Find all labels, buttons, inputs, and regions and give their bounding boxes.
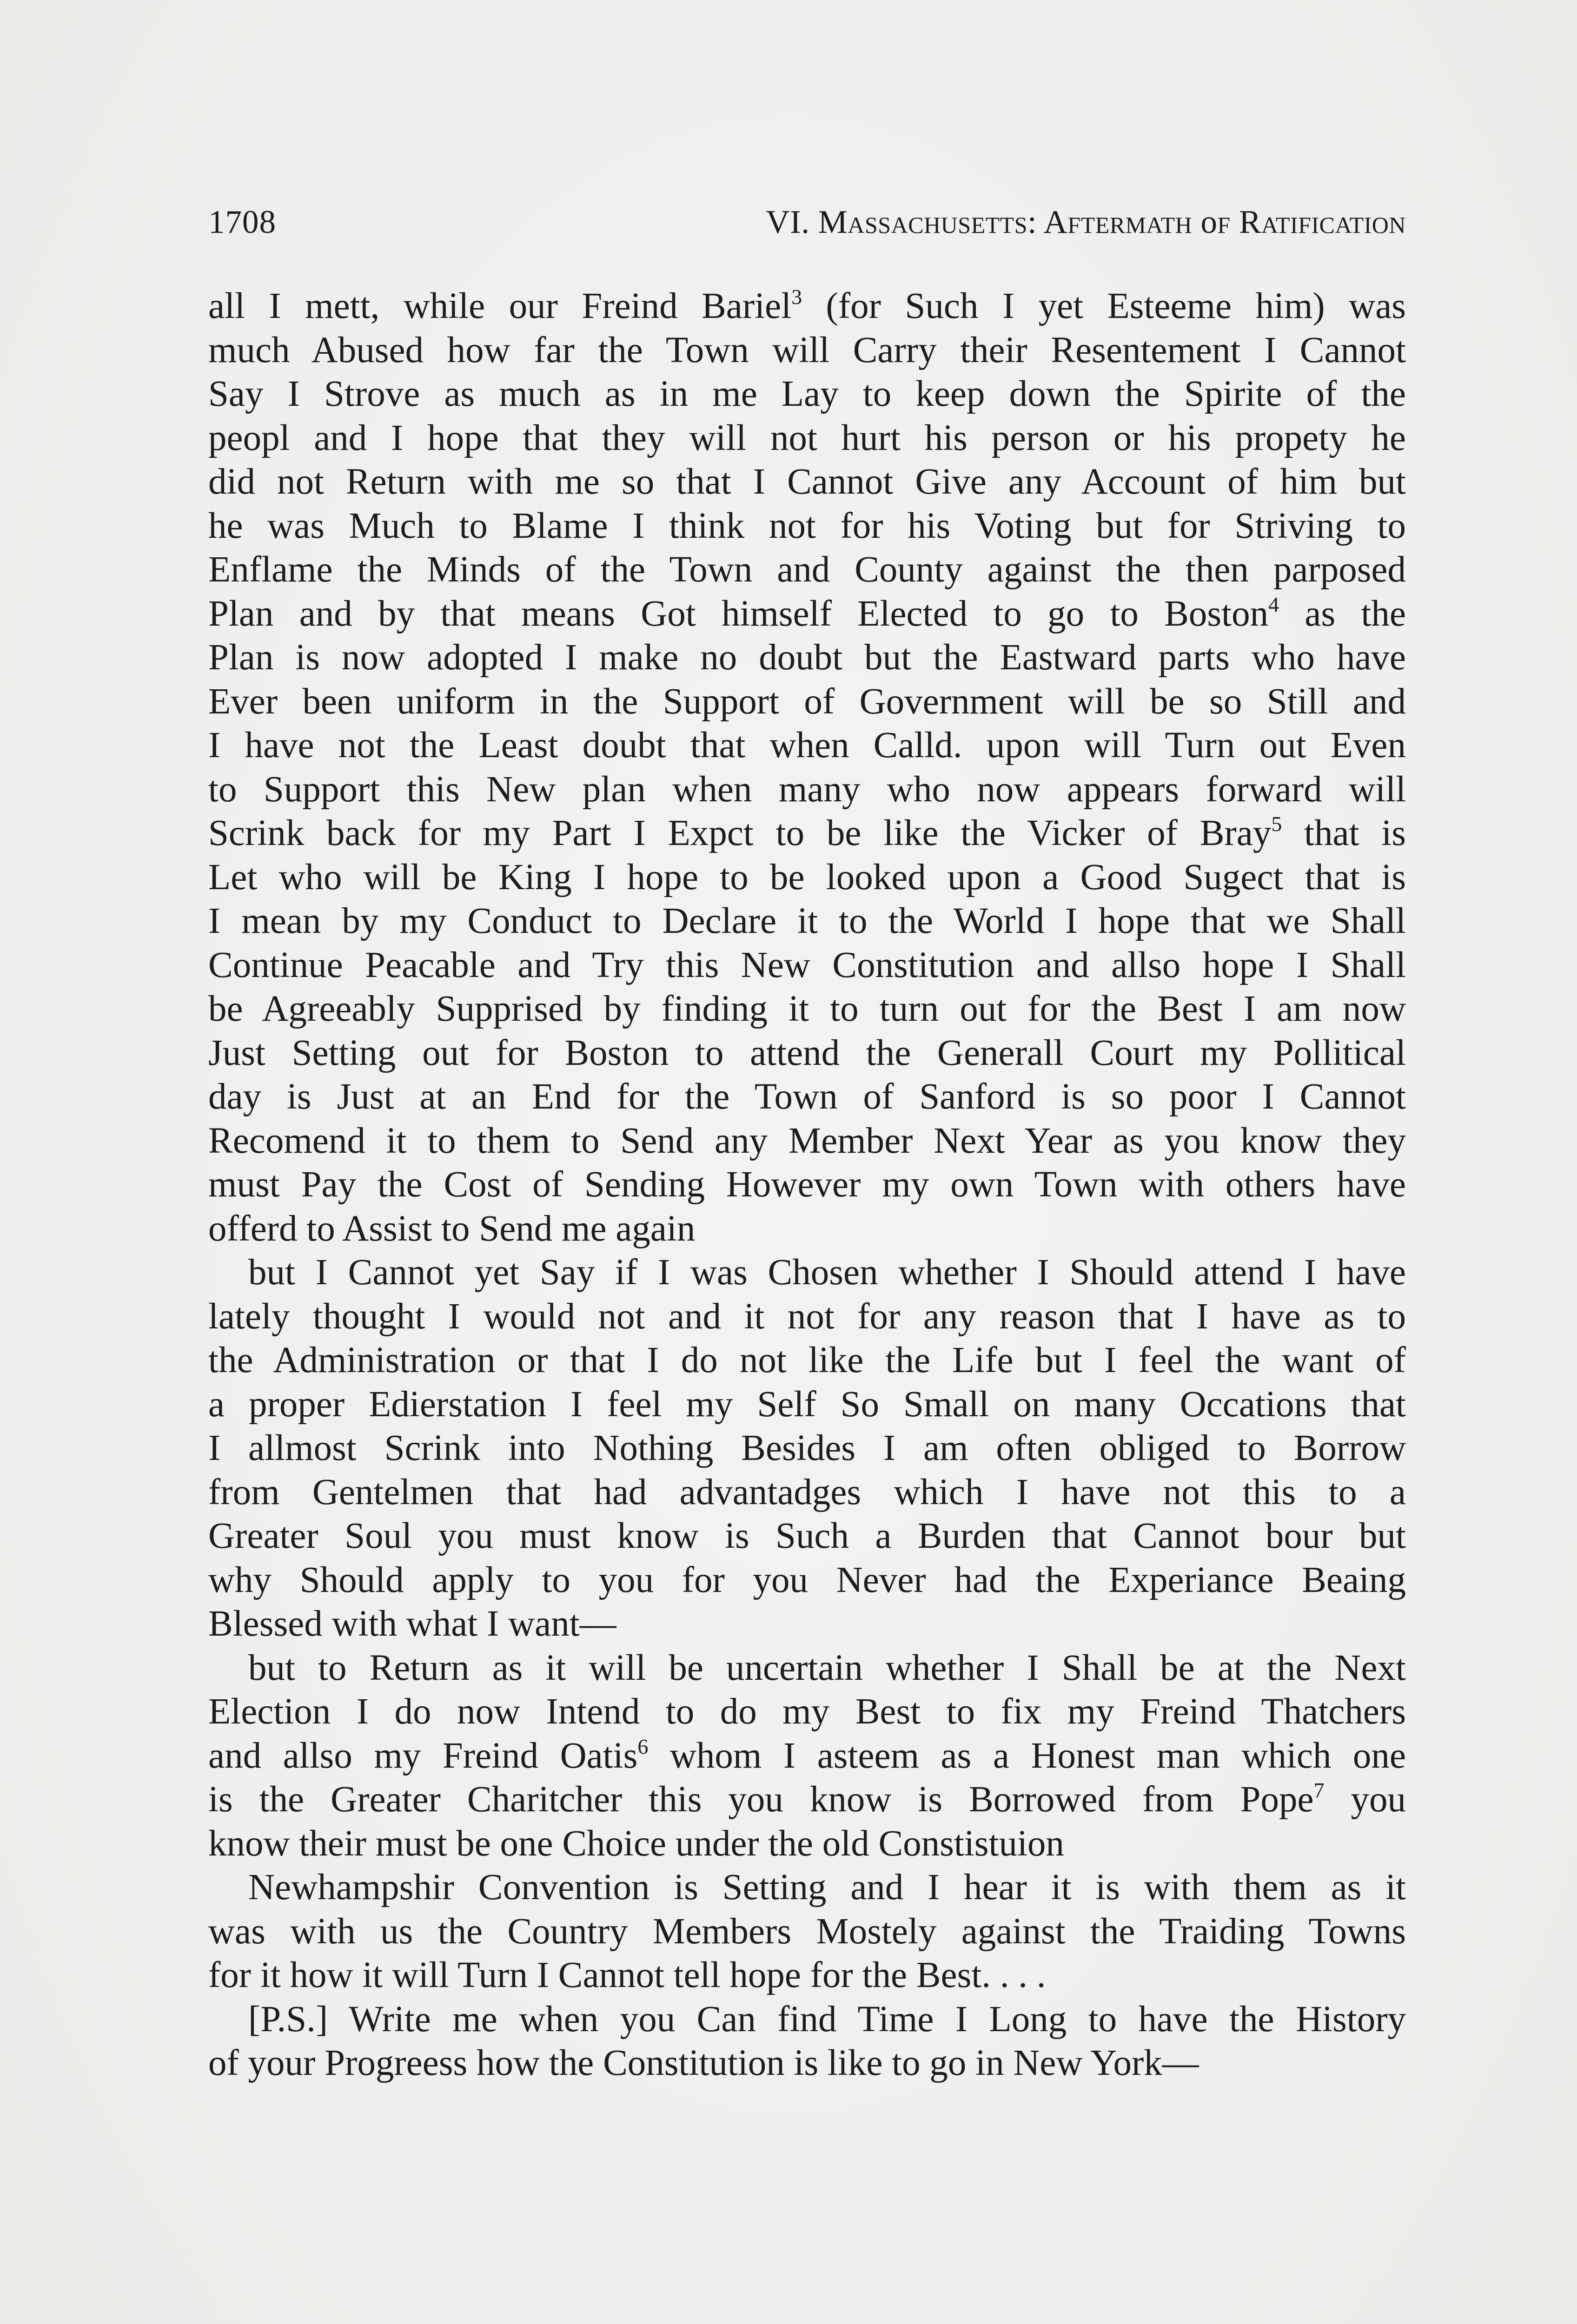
text-line: lately thought I would not and it not for any reason that I have as to xyxy=(208,1296,1406,1337)
text-line: Plan is now adopted I make no doubt but the Eastward parts who have xyxy=(208,637,1406,678)
text-line: why Should apply to you for you Never had the Experiance Beaing xyxy=(208,1559,1406,1600)
footnote-marker: 4 xyxy=(1268,592,1279,616)
letter-body xyxy=(208,284,1406,2086)
text-line: Blessed with what I want— xyxy=(208,1604,616,1644)
text-line: offerd to Assist to Send me again xyxy=(208,1208,696,1249)
text-line: Plan and by that means Got himself Elected to go to Boston$^4$ as the xyxy=(208,592,1406,634)
text-line: was with us the Country Members Mostely against the Traiding Towns xyxy=(208,1911,1406,1952)
text-line: all I mett, while our Freind Bariel$^3$ (for Such I yet Esteeme him) was xyxy=(208,285,1406,326)
footnote-marker: 7 xyxy=(1313,1778,1325,1802)
text-line: peopl and I hope that they will not hurt his person or his propety he xyxy=(208,417,1406,458)
page-header xyxy=(208,194,1406,250)
footnote-marker: 3 xyxy=(791,285,802,309)
text-line: day is Just at an End for the Town of Sanford is so poor I Cannot xyxy=(208,1076,1406,1117)
text-line: is the Greater Charitcher this you know is Borrowed from Pope$^7$ you xyxy=(208,1778,1406,1820)
text-line: did not Return with me so that I Cannot Give any Account of him but xyxy=(208,462,1406,502)
text-line: to Support this New plan when many who now appears forward will xyxy=(208,769,1406,810)
text-line: a proper Edierstation I feel my Self So Small on many Occations that xyxy=(208,1384,1406,1425)
text-line: Continue Peacable and Try this New Constitution and allso hope I Shall xyxy=(208,944,1406,985)
text-line: Ever been uniform in the Support of Government will be so Still and xyxy=(208,681,1406,722)
text-line: from Gentelmen that had advantadges which I have not this to a xyxy=(208,1472,1406,1512)
text-line: but I Cannot yet Say if I was Chosen whether I Should attend I have xyxy=(248,1252,1406,1293)
text-line: Let who will be King I hope to be looked upon a Good Sugect that is xyxy=(208,857,1406,898)
text-line: Say I Strove as much as in me Lay to keep down the Spirite of the xyxy=(208,374,1406,414)
text-line: Just Setting out for Boston to attend the Generall Court my Pollitical xyxy=(208,1032,1406,1073)
text-line: he was Much to Blame I think not for his Voting but for Striving to xyxy=(208,505,1406,546)
text-line: but to Return as it will be uncertain whether I Shall be at the Next xyxy=(248,1647,1406,1688)
text-line: know their must be one Choice under the old Constistuion xyxy=(208,1823,1064,1864)
page-number: 1708 xyxy=(208,204,276,240)
text-line: I have not the Least doubt that when Calld. upon will Turn out Even xyxy=(208,725,1406,766)
text-line: and allso my Freind Oatis$^6$ whom I asteem as a Honest man which one xyxy=(208,1734,1406,1776)
text-line: Newhampshir Convention is Setting and I hear it is with them as it xyxy=(248,1867,1406,1908)
text-line: for it how it will Turn I Cannot tell hope for the Best. . . . xyxy=(208,1955,1046,1995)
footnote-marker: 5 xyxy=(1271,812,1282,836)
text-line: must Pay the Cost of Sending However my own Town with others have xyxy=(208,1164,1406,1205)
running-head: VI. Massachusetts: Aftermath of Ratification xyxy=(766,204,1406,240)
text-line: Recomend it to them to Send any Member Next Year as you know they xyxy=(208,1120,1406,1161)
text-line: Scrink back for my Part I Expct to be like the Vicker of Bray$^5$ that is xyxy=(208,812,1406,853)
text-line: of your Progreess how the Constitution is like to go in New York— xyxy=(208,2043,1199,2083)
text-line: [P.S.] Write me when you Can find Time I Long to have the History xyxy=(248,1999,1406,2040)
text-line: Greater Soul you must know is Such a Burden that Cannot bour but xyxy=(208,1516,1406,1556)
text-line: Election I do now Intend to do my Best to fix my Freind Thatchers xyxy=(208,1691,1406,1732)
text-line: I allmost Scrink into Nothing Besides I am often obliged to Borrow xyxy=(208,1428,1406,1468)
text-line: the Administration or that I do not like the Life but I feel the want of xyxy=(208,1340,1406,1380)
text-line: much Abused how far the Town will Carry their Resentement I Cannot xyxy=(208,330,1406,370)
text-line: I mean by my Conduct to Declare it to the World I hope that we Shall xyxy=(208,901,1406,941)
footnote-marker: 6 xyxy=(637,1734,649,1758)
text-line: be Agreeably Supprised by finding it to turn out for the Best I am now xyxy=(208,989,1406,1029)
text-line: Enflame the Minds of the Town and County against the then parposed xyxy=(208,549,1406,590)
